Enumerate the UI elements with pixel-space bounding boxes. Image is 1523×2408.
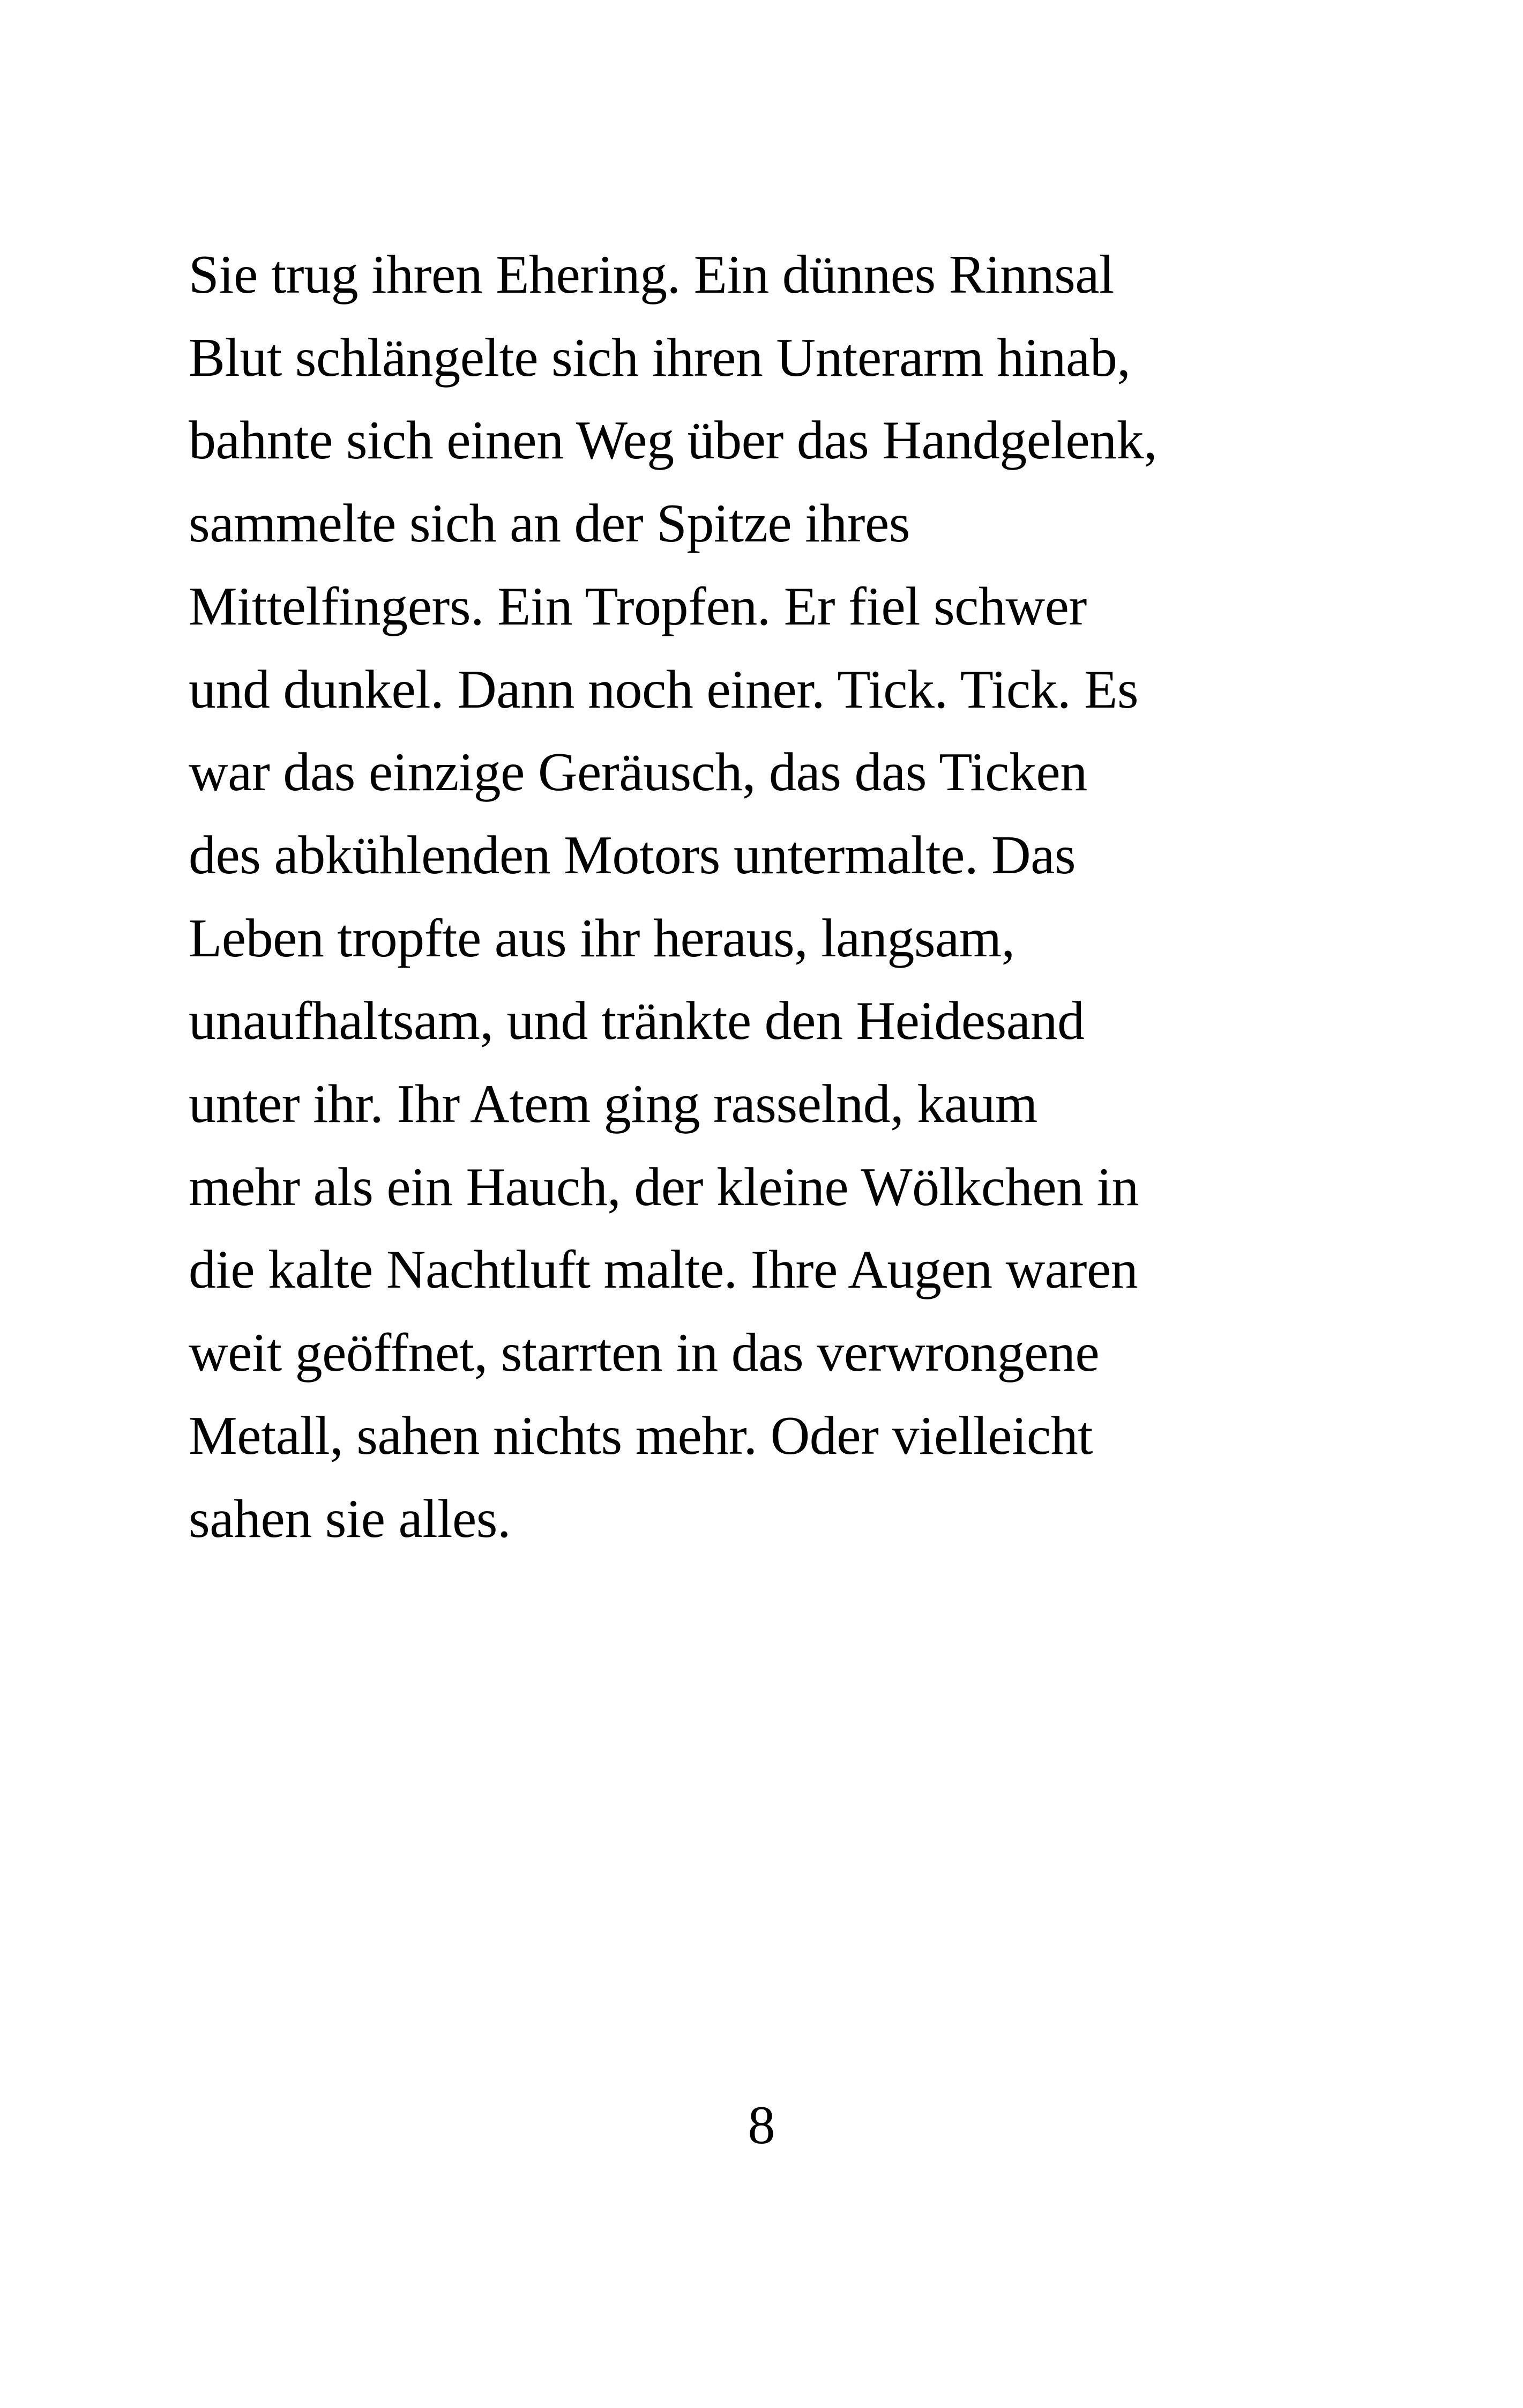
text-line: des abkühlenden Motors untermalte. Das	[189, 824, 1076, 886]
text-line: bahnte sich einen Weg über das Handgelenk,	[189, 410, 1158, 471]
text-line: unter ihr. Ihr Atem ging rasselnd, kaum	[189, 1074, 1037, 1135]
text-line: Metall, sahen nichts mehr. Oder vielleicht	[189, 1405, 1093, 1466]
text-line: sammelte sich an der Spitze ihres	[189, 493, 910, 554]
text-line: mehr als ein Hauch, der kleine Wölkchen in	[189, 1156, 1139, 1217]
text-line: weit geöffnet, starrten in das verwrongene	[189, 1322, 1100, 1384]
text-line: Mittelfingers. Ein Tropfen. Er fiel schwer	[189, 576, 1087, 637]
text-line: und dunkel. Dann noch einer. Tick. Tick. Es	[189, 659, 1139, 720]
text-line: Blut schlängelte sich ihren Unterarm hinab,	[189, 327, 1131, 388]
text-line: sahen sie alles.	[189, 1488, 511, 1549]
text-line: war das einzige Geräusch, das das Ticken	[189, 742, 1087, 803]
text-line: unaufhaltsam, und tränkte den Heidesand	[189, 991, 1085, 1052]
text-line: Sie trug ihren Ehering. Ein dünnes Rinnsal	[189, 244, 1114, 305]
text-line: Leben tropfte aus ihr heraus, langsam,	[189, 908, 1015, 969]
body-text	[189, 234, 1287, 1560]
page-number: 8	[748, 2095, 775, 2156]
text-line: die kalte Nachtluft malte. Ihre Augen waren	[189, 1239, 1138, 1300]
